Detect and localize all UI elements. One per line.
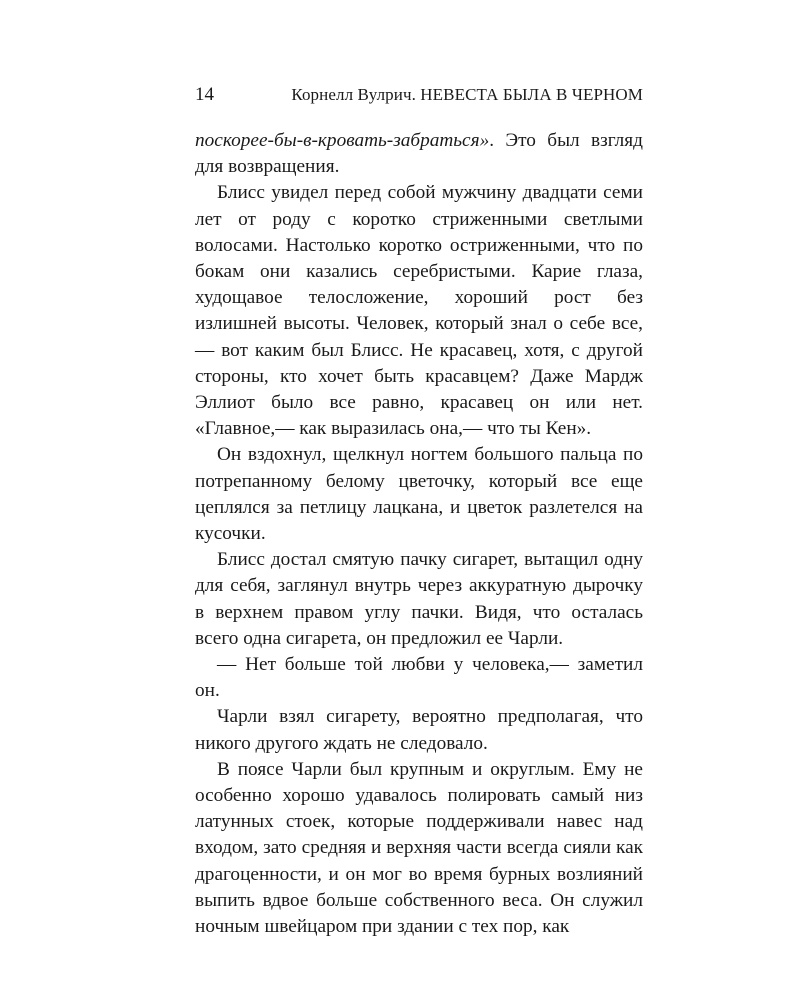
running-title: Корнелл Вулрич. НЕВЕСТА БЫЛА В ЧЕРНОМ bbox=[291, 85, 643, 104]
paragraph-text: . Это был взгляд для возвращения. bbox=[195, 130, 643, 178]
paragraph: Блисс достал смятую пачку сигарет, вытащил одну для себя, заглянул внутрь через аккуратную дырочку в верхнем правом углу пачки. Видя, что осталась всего одна сигарета, он предложил ее Чарли. bbox=[195, 549, 643, 649]
paragraph: Блисс увидел перед собой мужчину двадцати семи лет от роду с коротко стриженными светлыми волосами. Настолько коротко остриженными, что по бокам они казались серебристыми. Карие глаза, худощавое телосложение, хороший рост без излишней высоты. Человек, который знал о себе все,— вот каким был Блисс. Не красавец, хотя, с другой стороны, кто хочет быть красавцем? Даже Мардж Эллиот было все равно, красавец он или нет. «Главное,— как выразилась она,— что ты Кен». bbox=[195, 182, 643, 440]
italic-fragment: поскорее-бы-в-кровать-забраться» bbox=[195, 130, 490, 151]
page-number: 14 bbox=[195, 84, 214, 105]
paragraph: В поясе Чарли был крупным и округлым. Ему не особенно хорошо удавалось полировать самый низ латунных стоек, которые поддерживали навес над входом, зато средняя и верхняя части всегда сияли как драгоценности, и он мог во время бурных возлияний выпить вдвое больше собственного веса. Он служил ночным швейцаром при здании с тех пор, как bbox=[195, 758, 643, 938]
paragraph bbox=[195, 128, 643, 180]
body-text bbox=[195, 128, 643, 940]
paragraph: — Нет больше той любви у человека,— заметил он. bbox=[195, 654, 643, 702]
paragraph: Он вздохнул, щелкнул ногтем большого пальца по потрепанному белому цветочку, который все еще цеплялся за петлицу лацкана, и цветок разлетелся на кусочки. bbox=[195, 444, 643, 545]
paragraph: Чарли взял сигарету, вероятно предполагая, что никого другого ждать не следовало. bbox=[195, 706, 643, 754]
running-header bbox=[195, 84, 643, 114]
book-page bbox=[195, 84, 643, 940]
